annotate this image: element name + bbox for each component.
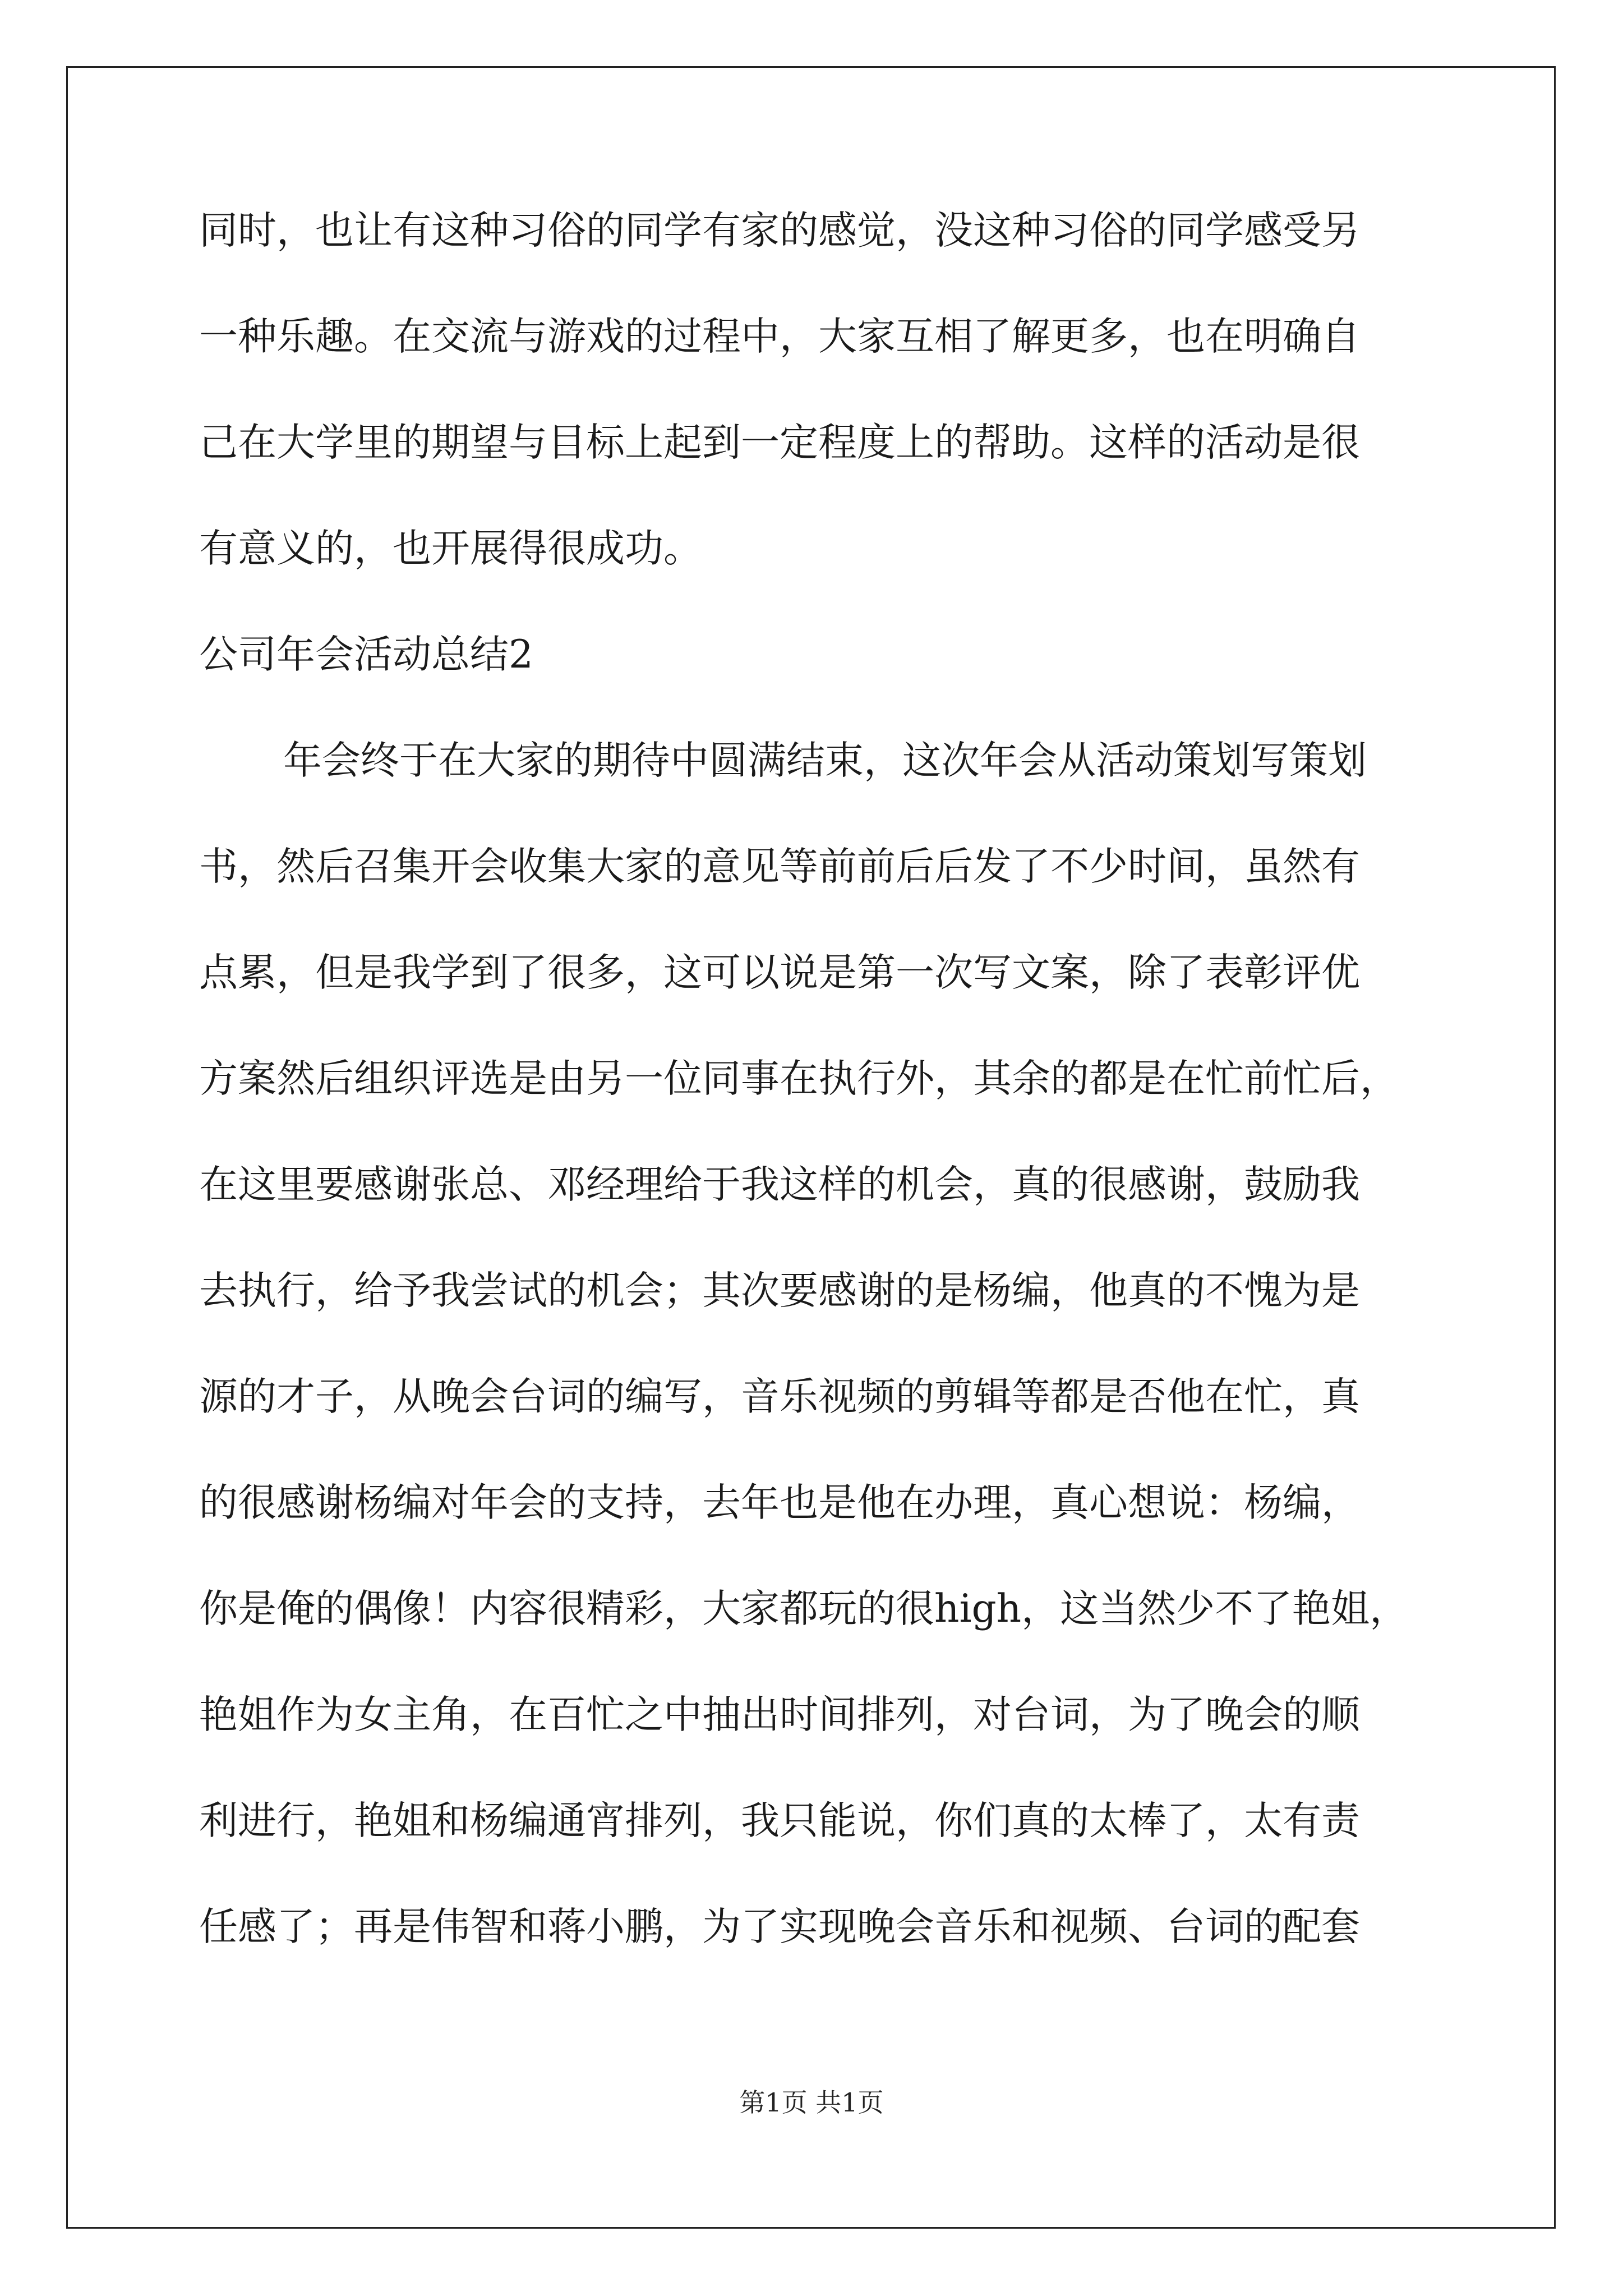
paragraph-line: 你是俺的偶像！内容很精彩，大家都玩的很high，这当然少不了艳姐，	[199, 1586, 1409, 1631]
body-line: 己在大学里的期望与目标上起到一定程度上的帮助。这样的活动是很	[199, 420, 1360, 465]
paragraph-line: 年会终于在大家的期待中圆满结束，这次年会从活动策划写策划	[283, 738, 1367, 783]
document-body	[199, 204, 1433, 2007]
paragraph-line: 艳姐作为女主角，在百忙之中抽出时间排列，对台词，为了晚会的顺	[199, 1692, 1360, 1737]
paragraph-line: 任感了；再是伟智和蒋小鹏，为了实现晚会音乐和视频、台词的配套	[199, 1904, 1360, 1949]
paragraph-line: 利进行，艳姐和杨编通宵排列，我只能说，你们真的太棒了，太有责	[199, 1798, 1360, 1843]
section-heading: 公司年会活动总结2	[199, 632, 533, 677]
page-footer: 第1页 共1页	[739, 2087, 884, 2118]
body-line: 同时，也让有这种习俗的同学有家的感觉，没这种习俗的同学感受另	[199, 208, 1360, 253]
paragraph-line: 源的才子，从晚会台词的编写，音乐视频的剪辑等都是否他在忙，真	[199, 1374, 1360, 1419]
paragraph-line: 在这里要感谢张总、邓经理给于我这样的机会，真的很感谢，鼓励我	[199, 1162, 1360, 1207]
paragraph-line: 书，然后召集开会收集大家的意见等前前后后发了不少时间，虽然有	[199, 844, 1360, 889]
body-line: 有意义的，也开展得很成功。	[199, 526, 702, 571]
paragraph-line: 去执行，给予我尝试的机会；其次要感谢的是杨编，他真的不愧为是	[199, 1268, 1360, 1313]
paragraph-line: 点累，但是我学到了很多，这可以说是第一次写文案，除了表彰评优	[199, 950, 1360, 995]
paragraph-line: 方案然后组织评选是由另一位同事在执行外，其余的都是在忙前忙后，	[199, 1056, 1399, 1101]
body-line: 一种乐趣。在交流与游戏的过程中，大家互相了解更多，也在明确自	[199, 314, 1360, 359]
paragraph-line: 的很感谢杨编对年会的支持，去年也是他在办理，真心想说：杨编，	[199, 1480, 1360, 1525]
